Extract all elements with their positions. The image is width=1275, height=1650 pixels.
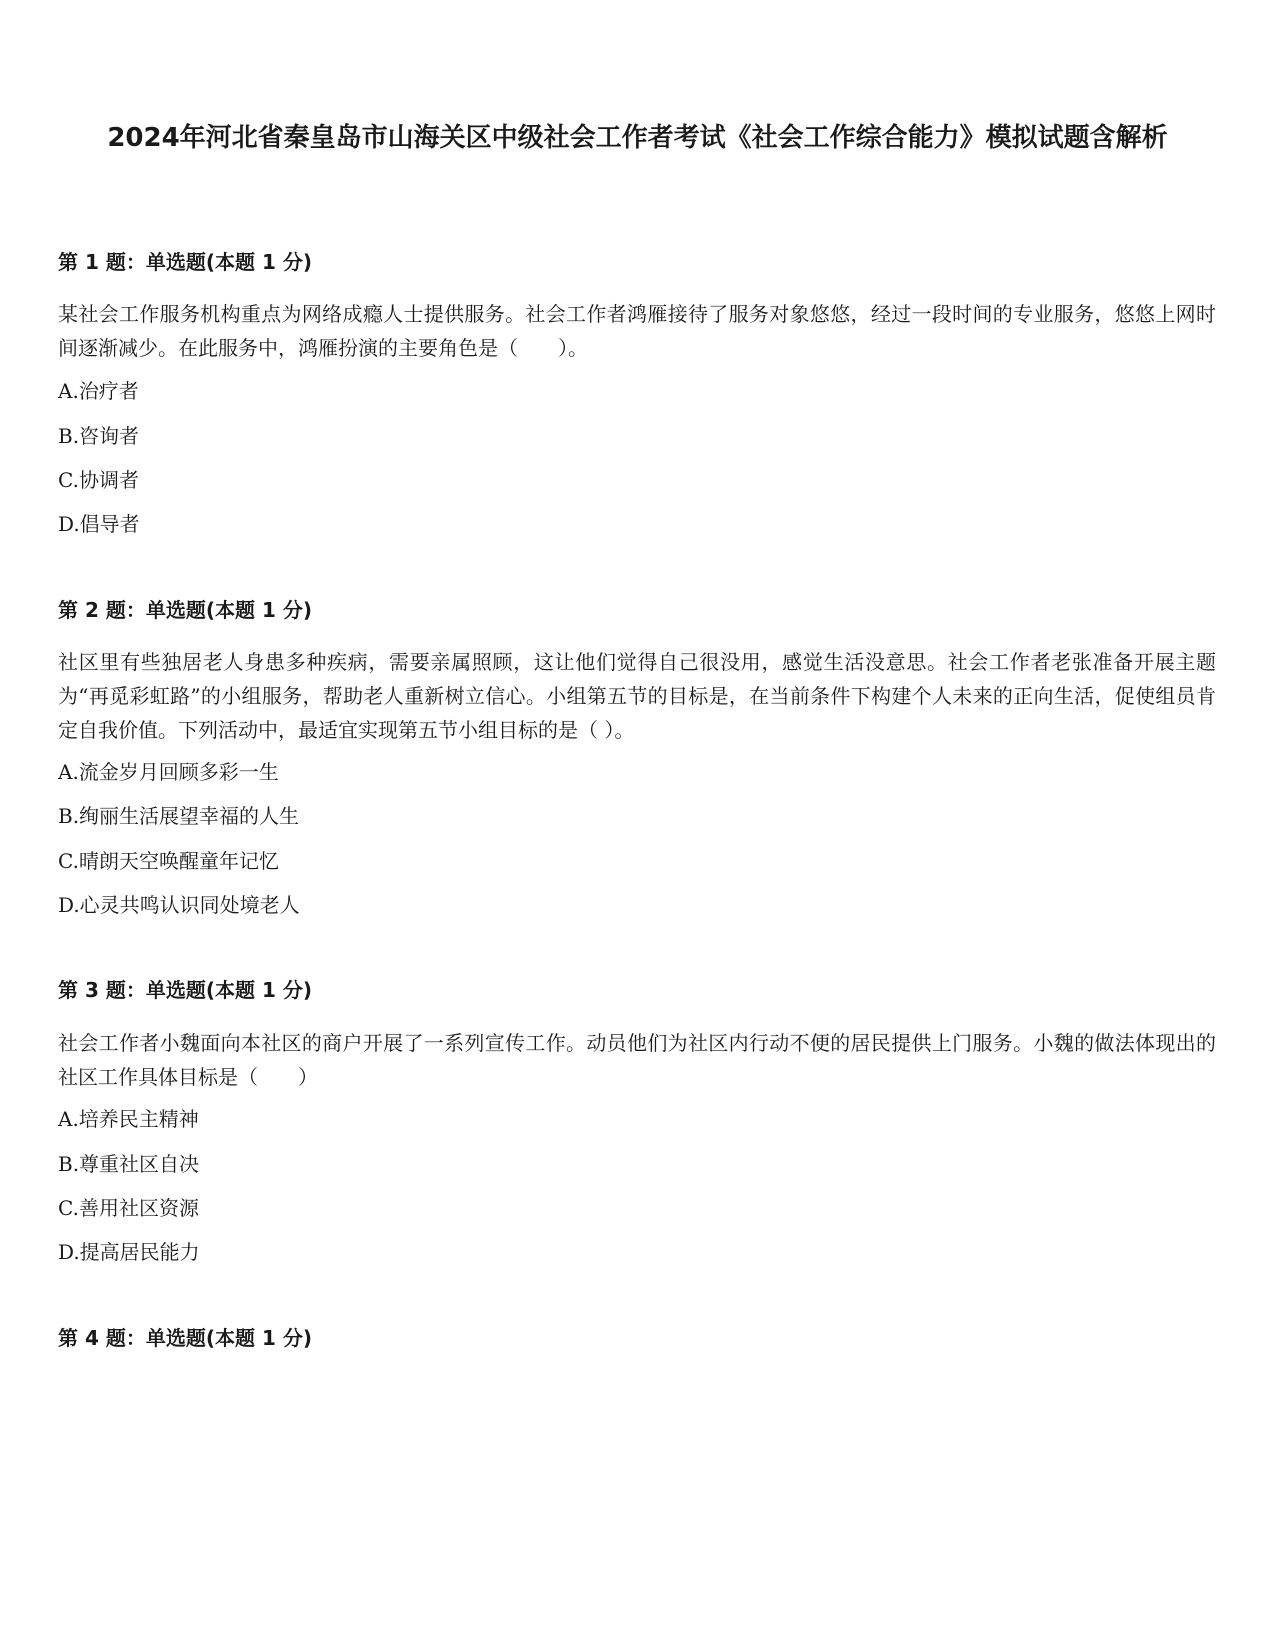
question-1-option-a: A.治疗者 (58, 379, 139, 403)
document-title: 2024年河北省秦皇岛市山海关区中级社会工作者考试《社会工作综合能力》模拟试题含解析 (107, 123, 1168, 153)
question-2-stem: 社区里有些独居老人身患多种疾病，需要亲属照顾，这让他们觉得自己很没用，感觉生活没意思。社会工作者老张准备开展主题为“再觅彩虹路”的小组服务，帮助老人重新树立信心。小组第五节的目标是，在当前条件下构建个人未来的正向生活，促使组员肯定自我价值。下列活动中，最适宜实现第五节小组目标的是（ ）。 (58, 650, 1216, 742)
question-2-header: 第 2 题：单选题(本题 1 分) (58, 598, 312, 622)
question-3-header: 第 3 题：单选题(本题 1 分) (58, 978, 312, 1002)
question-1-header: 第 1 题：单选题(本题 1 分) (58, 250, 312, 274)
question-3-option-c: C.善用社区资源 (58, 1196, 199, 1220)
question-1-option-d: D.倡导者 (58, 512, 140, 536)
question-1-option-b: B.咨询者 (58, 424, 140, 448)
question-1-stem: 某社会工作服务机构重点为网络成瘾人士提供服务。社会工作者鸿雁接待了服务对象悠悠，经过一段时间的专业服务，悠悠上网时间逐渐减少。在此服务中，鸿雁扮演的主要角色是（ ）。 (58, 302, 1216, 360)
question-4-header: 第 4 题：单选题(本题 1 分) (58, 1326, 312, 1350)
question-2-option-d: D.心灵共鸣认识同处境老人 (58, 893, 300, 917)
question-1-option-c: C.协调者 (58, 468, 139, 492)
question-3-option-d: D.提高居民能力 (58, 1240, 200, 1264)
question-2-option-c: C.晴朗天空唤醒童年记忆 (58, 849, 279, 873)
question-3-option-a: A.培养民主精神 (58, 1107, 199, 1131)
question-3-stem: 社会工作者小魏面向本社区的商户开展了一系列宣传工作。动员他们为社区内行动不便的居民提供上门服务。小魏的做法体现出的社区工作具体目标是（ ） (58, 1031, 1216, 1089)
question-3-option-b: B.尊重社区自决 (58, 1152, 200, 1176)
question-2-option-a: A.流金岁月回顾多彩一生 (58, 760, 279, 784)
question-2-option-b: B.绚丽生活展望幸福的人生 (58, 804, 300, 828)
